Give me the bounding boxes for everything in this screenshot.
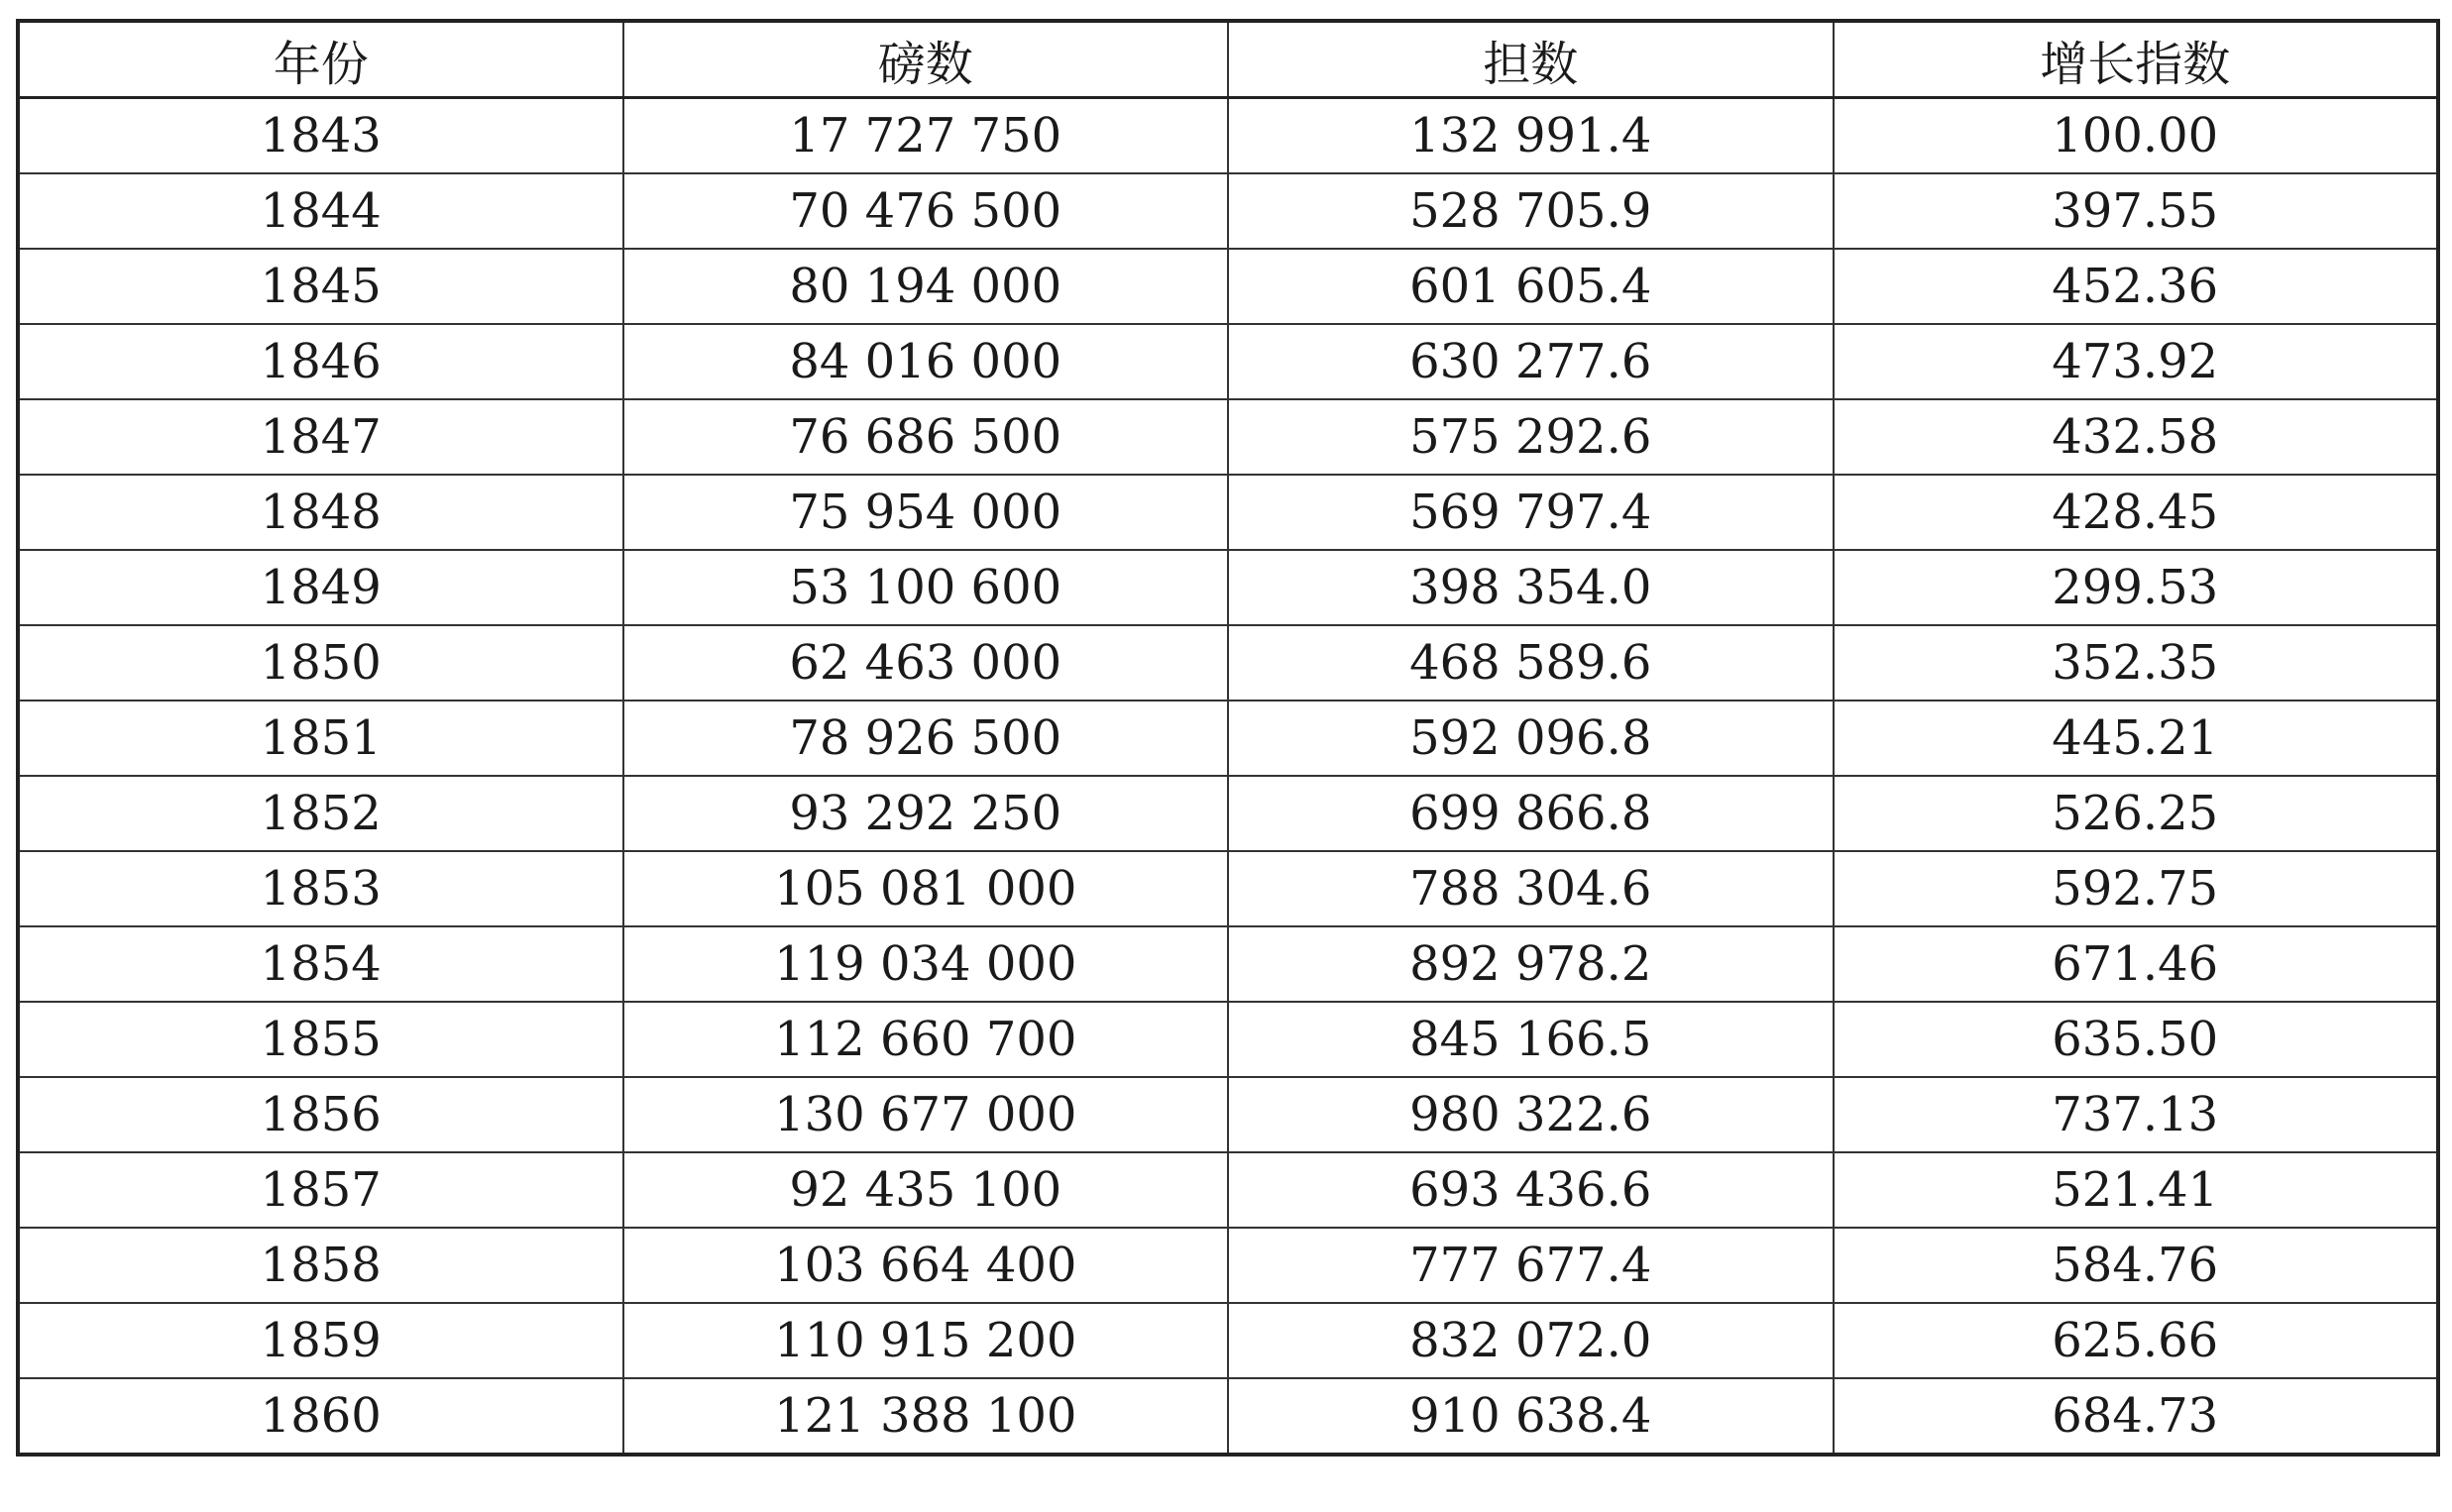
pounds-cell: 76 686 500: [623, 399, 1229, 475]
year-cell: 1858: [18, 1228, 623, 1303]
table-header: [18, 21, 2438, 98]
piculs-cell: 910 638.4: [1228, 1378, 1834, 1455]
piculs-cell: 575 292.6: [1228, 399, 1834, 475]
piculs-cell: 592 096.8: [1228, 701, 1834, 776]
table-row: [18, 98, 2438, 174]
table-row: [18, 399, 2438, 475]
table-row: [18, 625, 2438, 701]
piculs-cell: 892 978.2: [1228, 926, 1834, 1002]
growth-index-cell: 352.35: [1834, 625, 2439, 701]
growth-index-cell: 445.21: [1834, 701, 2439, 776]
growth-index-cell: 100.00: [1834, 98, 2439, 174]
pounds-cell: 80 194 000: [623, 249, 1229, 324]
growth-index-cell: 521.41: [1834, 1152, 2439, 1228]
pounds-cell: 75 954 000: [623, 475, 1229, 550]
year-cell: 1846: [18, 324, 623, 399]
year-cell: 1856: [18, 1077, 623, 1152]
pounds-cell: 53 100 600: [623, 550, 1229, 625]
piculs-cell: 398 354.0: [1228, 550, 1834, 625]
piculs-cell: 832 072.0: [1228, 1303, 1834, 1378]
piculs-cell: 630 277.6: [1228, 324, 1834, 399]
column-header-pounds: 磅数: [623, 21, 1229, 98]
pounds-cell: 84 016 000: [623, 324, 1229, 399]
table-row: [18, 249, 2438, 324]
table-row: [18, 1002, 2438, 1077]
table-row: [18, 851, 2438, 926]
table-row: [18, 1228, 2438, 1303]
table-row: [18, 324, 2438, 399]
pounds-cell: 70 476 500: [623, 173, 1229, 249]
table-row: [18, 475, 2438, 550]
piculs-cell: 845 166.5: [1228, 1002, 1834, 1077]
year-cell: 1844: [18, 173, 623, 249]
growth-index-cell: 452.36: [1834, 249, 2439, 324]
growth-index-cell: 684.73: [1834, 1378, 2439, 1455]
pounds-cell: 110 915 200: [623, 1303, 1229, 1378]
growth-index-cell: 432.58: [1834, 399, 2439, 475]
table-row: [18, 926, 2438, 1002]
pounds-cell: 105 081 000: [623, 851, 1229, 926]
year-cell: 1852: [18, 776, 623, 851]
growth-index-cell: 671.46: [1834, 926, 2439, 1002]
pounds-cell: 112 660 700: [623, 1002, 1229, 1077]
pounds-cell: 17 727 750: [623, 98, 1229, 174]
table-row: [18, 1152, 2438, 1228]
growth-index-cell: 397.55: [1834, 173, 2439, 249]
year-cell: 1849: [18, 550, 623, 625]
growth-index-cell: 625.66: [1834, 1303, 2439, 1378]
pounds-cell: 62 463 000: [623, 625, 1229, 701]
year-cell: 1848: [18, 475, 623, 550]
growth-index-cell: 299.53: [1834, 550, 2439, 625]
piculs-cell: 528 705.9: [1228, 173, 1834, 249]
table-row: [18, 1077, 2438, 1152]
table-body: [18, 98, 2438, 1456]
year-cell: 1851: [18, 701, 623, 776]
pounds-cell: 78 926 500: [623, 701, 1229, 776]
pounds-cell: 93 292 250: [623, 776, 1229, 851]
year-cell: 1843: [18, 98, 623, 174]
pounds-cell: 119 034 000: [623, 926, 1229, 1002]
year-cell: 1855: [18, 1002, 623, 1077]
piculs-cell: 699 866.8: [1228, 776, 1834, 851]
growth-index-cell: 635.50: [1834, 1002, 2439, 1077]
table-row: [18, 1378, 2438, 1455]
piculs-cell: 788 304.6: [1228, 851, 1834, 926]
year-cell: 1857: [18, 1152, 623, 1228]
piculs-cell: 132 991.4: [1228, 98, 1834, 174]
table-row: [18, 550, 2438, 625]
year-cell: 1859: [18, 1303, 623, 1378]
piculs-cell: 693 436.6: [1228, 1152, 1834, 1228]
data-table: [16, 19, 2440, 1457]
table-row: [18, 701, 2438, 776]
growth-index-cell: 584.76: [1834, 1228, 2439, 1303]
year-cell: 1854: [18, 926, 623, 1002]
piculs-cell: 468 589.6: [1228, 625, 1834, 701]
column-header-growth-index: 增长指数: [1834, 21, 2439, 98]
pounds-cell: 103 664 400: [623, 1228, 1229, 1303]
year-cell: 1860: [18, 1378, 623, 1455]
year-cell: 1853: [18, 851, 623, 926]
growth-index-cell: 526.25: [1834, 776, 2439, 851]
table-row: [18, 1303, 2438, 1378]
growth-index-cell: 473.92: [1834, 324, 2439, 399]
growth-index-cell: 592.75: [1834, 851, 2439, 926]
growth-index-cell: 428.45: [1834, 475, 2439, 550]
growth-index-cell: 737.13: [1834, 1077, 2439, 1152]
piculs-cell: 601 605.4: [1228, 249, 1834, 324]
year-cell: 1847: [18, 399, 623, 475]
piculs-cell: 980 322.6: [1228, 1077, 1834, 1152]
column-header-piculs: 担数: [1228, 21, 1834, 98]
year-cell: 1845: [18, 249, 623, 324]
pounds-cell: 92 435 100: [623, 1152, 1229, 1228]
year-cell: 1850: [18, 625, 623, 701]
piculs-cell: 569 797.4: [1228, 475, 1834, 550]
table-row: [18, 776, 2438, 851]
piculs-cell: 777 677.4: [1228, 1228, 1834, 1303]
table-row: [18, 173, 2438, 249]
header-row: [18, 21, 2438, 98]
pounds-cell: 130 677 000: [623, 1077, 1229, 1152]
column-header-year: 年份: [18, 21, 623, 98]
pounds-cell: 121 388 100: [623, 1378, 1229, 1455]
